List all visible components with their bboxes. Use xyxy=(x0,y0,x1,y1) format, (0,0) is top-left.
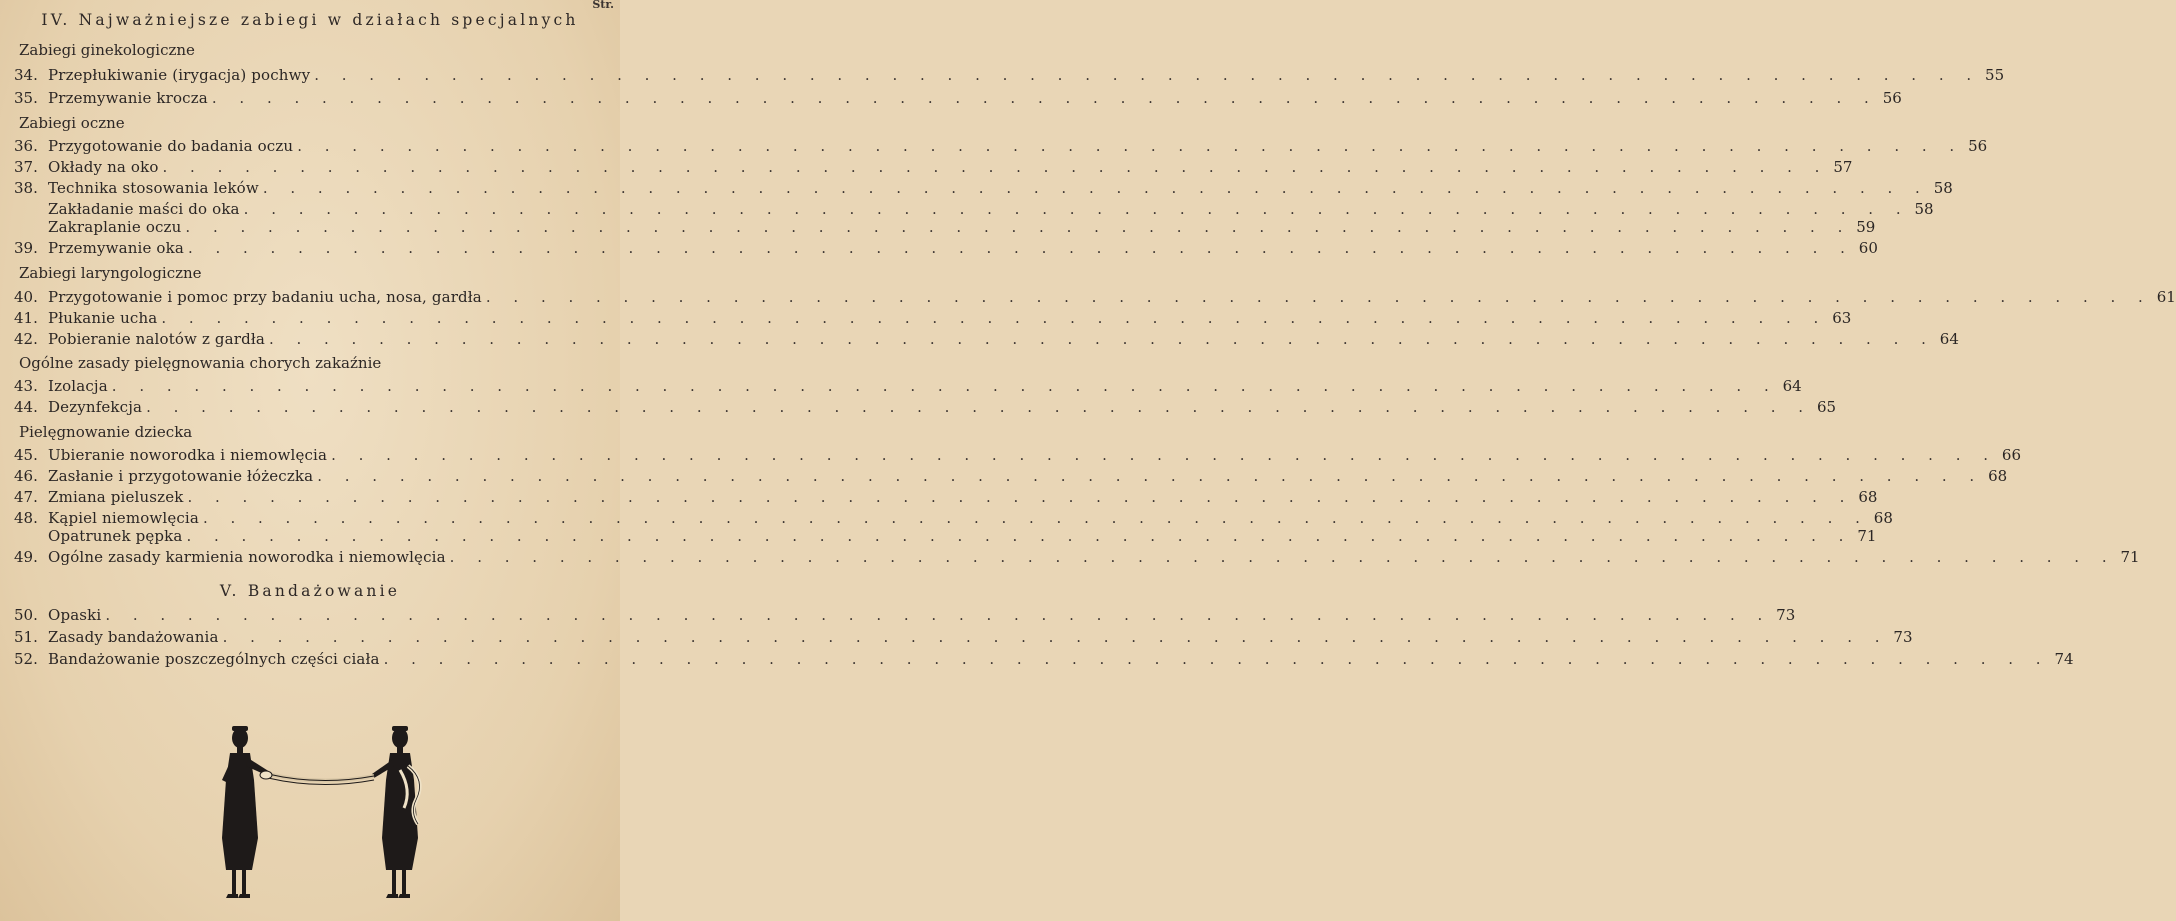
dot-leader: . . . . . . . . . . . . . . . . . . . . . . . . . . . . . . . . . . . . . . . . . . . . . . . . . . . . . . . . . . . . . xyxy=(105,606,1772,624)
entry-number: 49. xyxy=(14,548,38,566)
entry-title: Zmiana pieluszek xyxy=(48,488,184,506)
entry-page: 57 xyxy=(1833,158,1853,176)
entry-title: Izolacja xyxy=(48,377,108,395)
dot-leader: . . . . . . . . . . . . . . . . . . . . . . . . . . . . . . . . . . . . . . . . . . . . . . . . . . . . . . . . . . . . . xyxy=(297,137,1964,155)
section-title-v: V. Bandażowanie xyxy=(219,582,401,600)
entry-number: 40. xyxy=(14,288,38,306)
entry-number: 34. xyxy=(14,66,38,84)
group-heading-zakaznie: Ogólne zasady pielęgnowania chorych zakaźnie xyxy=(19,354,382,372)
entry-page: 59 xyxy=(1856,218,1876,236)
toc-entry-36[interactable] xyxy=(14,137,1988,157)
entry-number: 42. xyxy=(14,330,38,348)
toc-subentry-zakraplanie[interactable] xyxy=(14,218,1876,238)
toc-entry-38[interactable] xyxy=(14,179,1953,199)
dot-leader: . . . . . . . . . . . . . . . . . . . . . . . . . . . . . . . . . . . . . . . . . . . . . . . . . . . . . . . . . . . . . xyxy=(314,66,1981,84)
entry-title: Zasłanie i przygotowanie łóżeczka xyxy=(48,467,314,485)
entry-title: Przemywanie krocza xyxy=(48,89,208,107)
entry-title: Zakraplanie oczu xyxy=(48,218,182,236)
entry-title: Zasady bandażowania xyxy=(48,628,219,646)
entry-page: 64 xyxy=(1939,330,1959,348)
section-title-iv: IV. Najważniejsze zabiegi w działach specjalnych xyxy=(41,11,579,29)
entry-title: Okłady na oko xyxy=(48,158,159,176)
entry-page: 56 xyxy=(1968,137,1988,155)
entry-number: 51. xyxy=(14,628,38,646)
dot-leader: . . . . . . . . . . . . . . . . . . . . . . . . . . . . . . . . . . . . . . . . . . . . . . . . . . . . . . . . . . . . . xyxy=(383,650,2050,668)
entry-title: Bandażowanie poszczególnych części ciała xyxy=(48,650,380,668)
entry-number: 44. xyxy=(14,398,38,416)
group-heading-ginekologiczne: Zabiegi ginekologiczne xyxy=(19,41,195,59)
entry-number: 39. xyxy=(14,239,38,257)
two-nurses-holding-bandage-illustration xyxy=(212,720,432,905)
entry-page: 58 xyxy=(1933,179,1953,197)
entry-title: Kąpiel niemowlęcia xyxy=(48,509,199,527)
toc-entry-46[interactable] xyxy=(14,467,2008,487)
toc-subentry-zakladanie-masci[interactable] xyxy=(14,200,1934,220)
entry-title: Ubieranie noworodka i niemowlęcia xyxy=(48,446,328,464)
toc-entry-48[interactable] xyxy=(14,509,1893,529)
entry-title: Przemywanie oka xyxy=(48,239,184,257)
entry-title: Opatrunek pępka xyxy=(48,527,183,545)
group-heading-laryngologiczne: Zabiegi laryngologiczne xyxy=(19,264,202,282)
entry-number: 45. xyxy=(14,446,38,464)
dot-leader: . . . . . . . . . . . . . . . . . . . . . . . . . . . . . . . . . . . . . . . . . . . . . . . . . . . . . . . . . . . . . xyxy=(186,527,1853,545)
entry-number: 50. xyxy=(14,606,38,624)
dot-leader: . . . . . . . . . . . . . . . . . . . . . . . . . . . . . . . . . . . . . . . . . . . . . . . . . . . . . . . . . . . . . xyxy=(262,179,1929,197)
entry-page: 58 xyxy=(1914,200,1934,218)
entry-page: 73 xyxy=(1893,628,1913,646)
entry-page: 74 xyxy=(2054,650,2074,668)
toc-entry-42[interactable] xyxy=(14,330,1959,350)
dot-leader: . . . . . . . . . . . . . . . . . . . . . . . . . . . . . . . . . . . . . . . . . . . . . . . . . . . . . . . . . . . . . xyxy=(162,158,1829,176)
toc-entry-50[interactable] xyxy=(14,606,1796,626)
entry-title: Płukanie ucha xyxy=(48,309,158,327)
toc-entry-52[interactable] xyxy=(14,650,2074,670)
entry-page: 71 xyxy=(2120,548,2140,566)
dot-leader: . . . . . . . . . . . . . . . . . . . . . . . . . . . . . . . . . . . . . . . . . . . . . . . . . . . . . . . . . . . . . xyxy=(146,398,1813,416)
toc-entry-37[interactable] xyxy=(14,158,1853,178)
group-heading-oczne: Zabiegi oczne xyxy=(19,114,125,132)
entry-title: Przygotowanie do badania oczu xyxy=(48,137,294,155)
entry-title: Przygotowanie i pomoc przy badaniu ucha, nosa, gardła xyxy=(48,288,482,306)
toc-entry-43[interactable] xyxy=(14,377,1802,397)
entry-number: 46. xyxy=(14,467,38,485)
entry-number: 38. xyxy=(14,179,38,197)
toc-entry-35[interactable] xyxy=(14,89,1902,109)
entry-number: 35. xyxy=(14,89,38,107)
dot-leader: . . . . . . . . . . . . . . . . . . . . . . . . . . . . . . . . . . . . . . . . . . . . . . . . . . . . . . . . . . . . . xyxy=(449,548,2116,566)
entry-number: 37. xyxy=(14,158,38,176)
dot-leader: . . . . . . . . . . . . . . . . . . . . . . . . . . . . . . . . . . . . . . . . . . . . . . . . . . . . . . . . . . . . . xyxy=(202,509,1869,527)
toc-subentry-opatrunek-pepka[interactable] xyxy=(14,527,1877,547)
entry-title: Dezynfekcja xyxy=(48,398,143,416)
toc-entry-51[interactable] xyxy=(14,628,1913,648)
entry-page: 56 xyxy=(1882,89,1902,107)
dot-leader: . . . . . . . . . . . . . . . . . . . . . . . . . . . . . . . . . . . . . . . . . . . . . . . . . . . . . . . . . . . . . xyxy=(268,330,1935,348)
dot-leader: . . . . . . . . . . . . . . . . . . . . . . . . . . . . . . . . . . . . . . . . . . . . . . . . . . . . . . . . . . . . . xyxy=(187,488,1854,506)
dot-leader: . . . . . . . . . . . . . . . . . . . . . . . . . . . . . . . . . . . . . . . . . . . . . . . . . . . . . . . . . . . . . xyxy=(222,628,1889,646)
entry-title: Ogólne zasady karmienia noworodka i niemowlęcia xyxy=(48,548,446,566)
toc-entry-47[interactable] xyxy=(14,488,1878,508)
entry-title: Opaski xyxy=(48,606,102,624)
entry-page: 65 xyxy=(1816,398,1837,416)
group-heading-dziecka: Pielęgnowanie dziecka xyxy=(19,423,193,441)
toc-entry-41[interactable] xyxy=(14,309,1852,329)
toc-entry-34[interactable] xyxy=(14,66,2005,86)
entry-page: 68 xyxy=(1988,467,2008,485)
entry-number: 48. xyxy=(14,509,38,527)
toc-entry-49[interactable] xyxy=(14,548,2140,568)
dot-leader: . . . . . . . . . . . . . . . . . . . . . . . . . . . . . . . . . . . . . . . . . . . . . . . . . . . . . . . . . . . . . xyxy=(111,377,1778,395)
entry-number: 36. xyxy=(14,137,38,155)
entry-number: 41. xyxy=(14,309,38,327)
entry-page: 61 xyxy=(2156,288,2176,306)
entry-page: 71 xyxy=(1857,527,1877,545)
toc-entry-44[interactable] xyxy=(14,398,1837,418)
entry-page: 68 xyxy=(1873,509,1893,527)
entry-page: 73 xyxy=(1776,606,1796,624)
dot-leader: . . . . . . . . . . . . . . . . . . . . . . . . . . . . . . . . . . . . . . . . . . . . . . . . . . . . . . . . . . . . . xyxy=(161,309,1828,327)
dot-leader: . . . . . . . . . . . . . . . . . . . . . . . . . . . . . . . . . . . . . . . . . . . . . . . . . . . . . . . . . . . . . xyxy=(187,239,1854,257)
entry-page: 68 xyxy=(1858,488,1878,506)
toc-entry-45[interactable] xyxy=(14,446,2021,466)
entry-page: 63 xyxy=(1832,309,1852,327)
dot-leader: . . . . . . . . . . . . . . . . . . . . . . . . . . . . . . . . . . . . . . . . . . . . . . . . . . . . . . . . . . . . . xyxy=(243,200,1910,218)
entry-number: 47. xyxy=(14,488,38,506)
entry-title: Pobieranie nalotów z gardła xyxy=(48,330,265,348)
dot-leader: . . . . . . . . . . . . . . . . . . . . . . . . . . . . . . . . . . . . . . . . . . . . . . . . . . . . . . . . . . . . . xyxy=(485,288,2152,306)
entry-number: 52. xyxy=(14,650,38,668)
entry-page: 60 xyxy=(1858,239,1878,257)
entry-number: 43. xyxy=(14,377,38,395)
entry-title: Technika stosowania leków xyxy=(48,179,259,197)
dot-leader: . . . . . . . . . . . . . . . . . . . . . . . . . . . . . . . . . . . . . . . . . . . . . . . . . . . . . . . . . . . . . xyxy=(211,89,1878,107)
entry-page: 64 xyxy=(1782,377,1802,395)
entry-title: Zakładanie maści do oka xyxy=(48,200,240,218)
dot-leader: . . . . . . . . . . . . . . . . . . . . . . . . . . . . . . . . . . . . . . . . . . . . . . . . . . . . . . . . . . . . . xyxy=(185,218,1852,236)
entry-title: Przepłukiwanie (irygacja) pochwy xyxy=(48,66,311,84)
dot-leader: . . . . . . . . . . . . . . . . . . . . . . . . . . . . . . . . . . . . . . . . . . . . . . . . . . . . . . . . . . . . . xyxy=(331,446,1997,464)
dot-leader: . . . . . . . . . . . . . . . . . . . . . . . . . . . . . . . . . . . . . . . . . . . . . . . . . . . . . . . . . . . . . xyxy=(317,467,1984,485)
entry-page: 66 xyxy=(2001,446,2021,464)
page-column-label: Str. xyxy=(592,0,614,11)
entry-page: 55 xyxy=(1985,66,2005,84)
toc-entry-39[interactable] xyxy=(14,239,1878,259)
toc-entry-40[interactable] xyxy=(14,288,2176,308)
